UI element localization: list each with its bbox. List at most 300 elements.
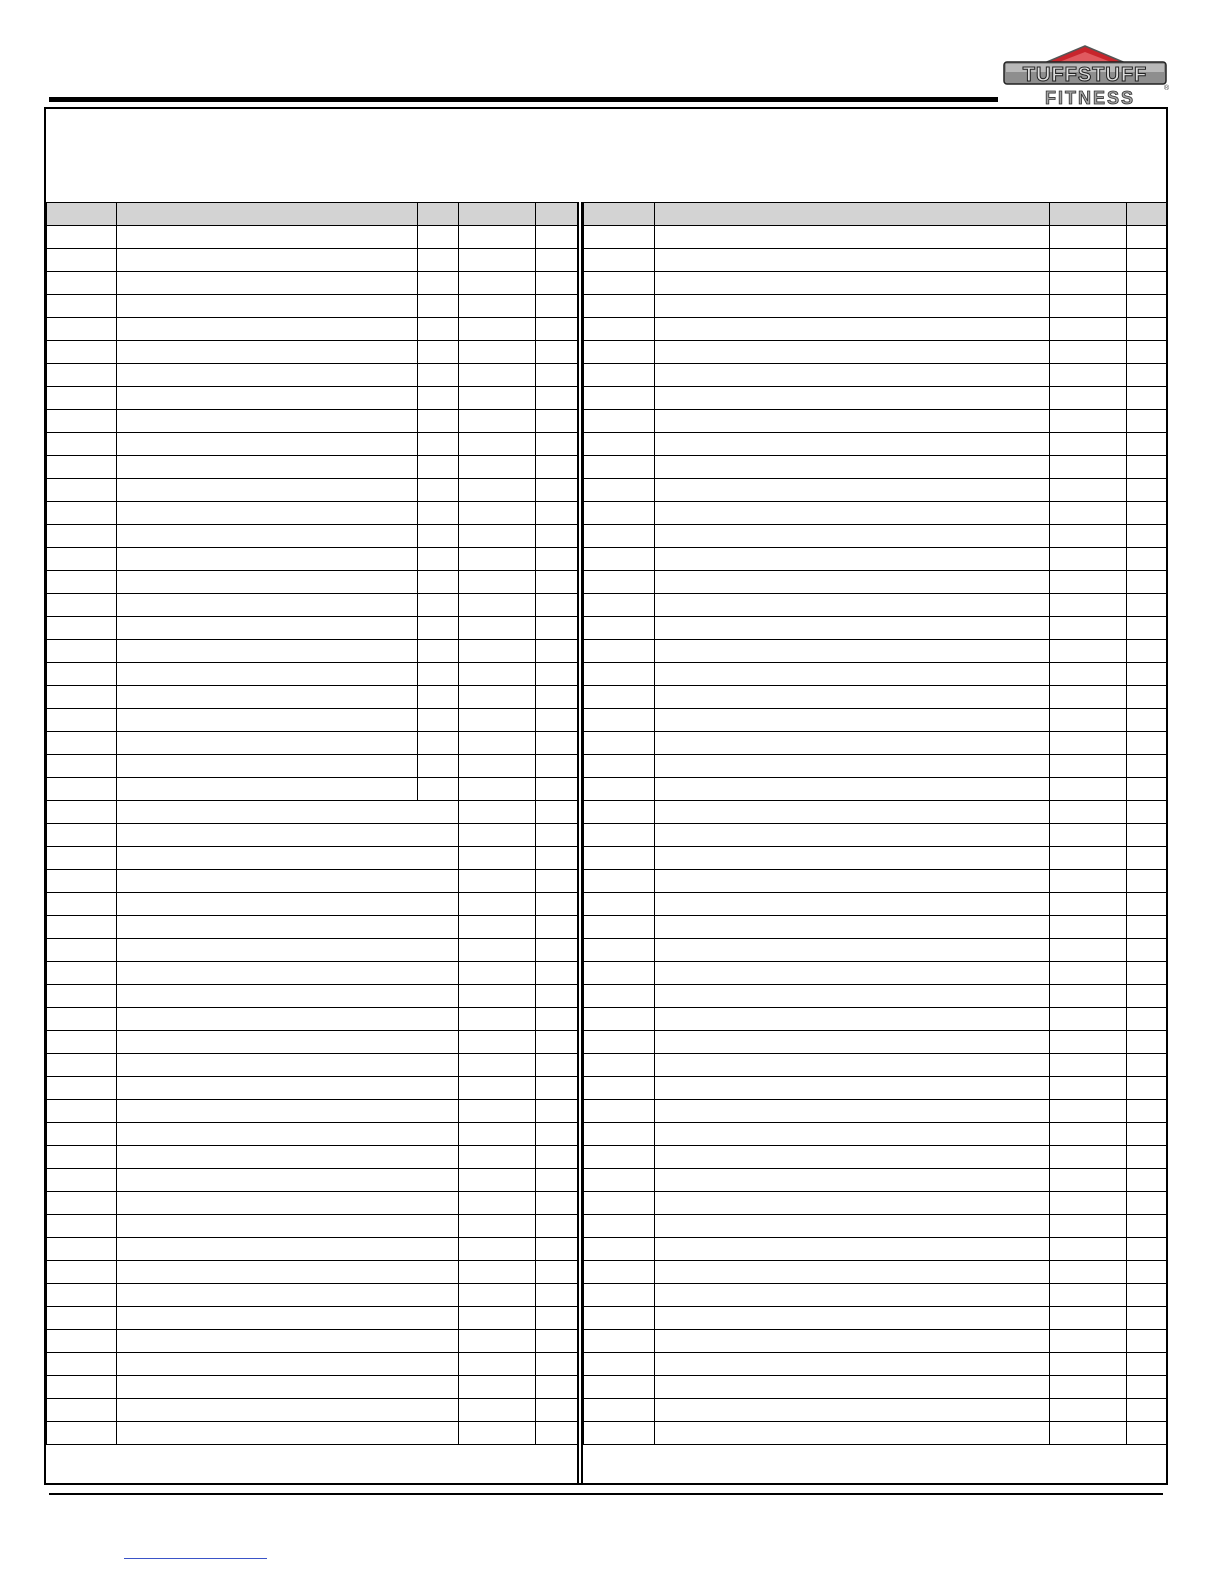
table-cell (117, 824, 459, 847)
table-cell (117, 502, 418, 525)
table-cell (655, 226, 1050, 249)
table-cell (117, 985, 459, 1008)
table-row (47, 709, 578, 732)
table-cell (47, 1031, 117, 1054)
table-cell (655, 433, 1050, 456)
table-cell (655, 1146, 1050, 1169)
table-row (47, 525, 578, 548)
table-cell (117, 732, 418, 755)
table-cell (655, 594, 1050, 617)
table-row (47, 893, 578, 916)
table-cell (1050, 525, 1127, 548)
table-cell (1050, 617, 1127, 640)
table-cell (117, 1100, 459, 1123)
table-row (584, 456, 1167, 479)
table-cell (1050, 1192, 1127, 1215)
table-cell (459, 617, 536, 640)
tuffstuff-fitness-logo (1000, 44, 1170, 110)
table-cell (536, 1238, 578, 1261)
table-cell (47, 824, 117, 847)
table-cell (117, 686, 418, 709)
table-cell (536, 571, 578, 594)
table-cell (536, 1123, 578, 1146)
table-cell (1127, 1100, 1167, 1123)
table-cell (536, 732, 578, 755)
table-cell (459, 1284, 536, 1307)
table-cell (655, 1238, 1050, 1261)
table-cell (536, 801, 578, 824)
table-cell (655, 479, 1050, 502)
table-row (584, 1422, 1167, 1445)
table-cell (536, 226, 578, 249)
table-cell (47, 1307, 117, 1330)
table-cell (1050, 709, 1127, 732)
table-cell (459, 778, 536, 801)
table-cell (117, 571, 418, 594)
table-cell (47, 594, 117, 617)
table-cell (536, 1284, 578, 1307)
table-cell (418, 594, 459, 617)
table-cell (418, 272, 459, 295)
footer-rule (49, 1493, 1163, 1495)
table-row (47, 1169, 578, 1192)
table-cell (1050, 571, 1127, 594)
table-cell (459, 571, 536, 594)
table-cell (418, 617, 459, 640)
table-row (584, 893, 1167, 916)
table-cell (1050, 847, 1127, 870)
table-row (584, 1353, 1167, 1376)
table-cell (1050, 1422, 1127, 1445)
header-cell (1050, 203, 1127, 226)
table-cell (584, 939, 655, 962)
table-cell (536, 847, 578, 870)
table-cell (584, 1376, 655, 1399)
table-cell (655, 387, 1050, 410)
table-cell (1050, 479, 1127, 502)
table-cell (47, 709, 117, 732)
table-cell (47, 1261, 117, 1284)
table-cell (584, 686, 655, 709)
table-cell (117, 1422, 459, 1445)
table-cell (584, 387, 655, 410)
table-cell (655, 364, 1050, 387)
table-cell (536, 1100, 578, 1123)
table-cell (418, 709, 459, 732)
table-cell (584, 1008, 655, 1031)
table-cell (418, 571, 459, 594)
table-cell (1050, 870, 1127, 893)
table-row (584, 640, 1167, 663)
table-cell (1127, 341, 1167, 364)
table-cell (47, 778, 117, 801)
table-cell (655, 985, 1050, 1008)
table-cell (584, 1238, 655, 1261)
table-cell (459, 249, 536, 272)
table-cell (584, 1261, 655, 1284)
table-cell (47, 1192, 117, 1215)
table-cell (1127, 295, 1167, 318)
table-row (584, 1376, 1167, 1399)
table-cell (1127, 1353, 1167, 1376)
table-cell (536, 1376, 578, 1399)
table-cell (584, 640, 655, 663)
table-cell (584, 295, 655, 318)
table-cell (459, 801, 536, 824)
table-cell (655, 640, 1050, 663)
table-cell (536, 318, 578, 341)
table-row (47, 755, 578, 778)
table-cell (459, 387, 536, 410)
table-cell (117, 410, 418, 433)
table-cell (1127, 1054, 1167, 1077)
table-cell (117, 1330, 459, 1353)
table-row (47, 1399, 578, 1422)
table-cell (1050, 364, 1127, 387)
table-cell (117, 295, 418, 318)
table-cell (584, 548, 655, 571)
table-cell (584, 525, 655, 548)
table-cell (418, 249, 459, 272)
table-cell (459, 295, 536, 318)
table-row (584, 870, 1167, 893)
table-cell (1127, 1192, 1167, 1215)
table-cell (117, 801, 459, 824)
table-row (584, 1399, 1167, 1422)
table-cell (459, 893, 536, 916)
table-row (584, 1100, 1167, 1123)
table-cell (536, 709, 578, 732)
table-cell (655, 1100, 1050, 1123)
table-cell (1050, 1077, 1127, 1100)
table-row (584, 801, 1167, 824)
table-cell (536, 663, 578, 686)
table-row (47, 456, 578, 479)
table-row (584, 1261, 1167, 1284)
table-row (584, 755, 1167, 778)
table-cell (47, 1077, 117, 1100)
table-cell (536, 594, 578, 617)
table-row (47, 272, 578, 295)
table-row (584, 272, 1167, 295)
table-row (47, 870, 578, 893)
table-header-row (47, 203, 578, 226)
table-row (584, 433, 1167, 456)
table-row (47, 663, 578, 686)
table-cell (655, 410, 1050, 433)
table-cell (584, 1330, 655, 1353)
table-row (47, 1422, 578, 1445)
table-cell (1050, 1307, 1127, 1330)
table-row (47, 502, 578, 525)
table-cell (655, 1422, 1050, 1445)
header-cell (584, 203, 655, 226)
table-row (47, 571, 578, 594)
table-cell (418, 732, 459, 755)
table-cell (459, 847, 536, 870)
table-cell (117, 318, 418, 341)
table-cell (47, 1146, 117, 1169)
table-cell (655, 341, 1050, 364)
table-cell (655, 663, 1050, 686)
header-cell (459, 203, 536, 226)
table-cell (1127, 226, 1167, 249)
table-cell (117, 1192, 459, 1215)
table-row (584, 985, 1167, 1008)
table-cell (655, 686, 1050, 709)
table-cell (1050, 226, 1127, 249)
table-cell (1050, 686, 1127, 709)
table-cell (47, 893, 117, 916)
table-cell (584, 617, 655, 640)
table-cell (459, 433, 536, 456)
table-cell (117, 1169, 459, 1192)
table-cell (655, 617, 1050, 640)
table-cell (47, 755, 117, 778)
table-cell (1127, 1238, 1167, 1261)
table-row (584, 962, 1167, 985)
table-cell (47, 249, 117, 272)
table-cell (655, 755, 1050, 778)
table-cell (47, 1008, 117, 1031)
table-cell (536, 1307, 578, 1330)
table-cell (536, 1169, 578, 1192)
table-cell (536, 686, 578, 709)
table-cell (1127, 1077, 1167, 1100)
table-cell (655, 295, 1050, 318)
table-cell (536, 755, 578, 778)
table-row (584, 1031, 1167, 1054)
table-row (584, 1008, 1167, 1031)
parts-list-frame (44, 107, 1168, 1485)
table-cell (584, 1422, 655, 1445)
table-cell (117, 1215, 459, 1238)
table-row (584, 571, 1167, 594)
table-cell (655, 571, 1050, 594)
table-cell (655, 1353, 1050, 1376)
table-cell (459, 1054, 536, 1077)
table-cell (1127, 1169, 1167, 1192)
table-cell (536, 1353, 578, 1376)
table-cell (47, 226, 117, 249)
table-cell (536, 1399, 578, 1422)
table-cell (1127, 249, 1167, 272)
table-cell (536, 1261, 578, 1284)
table-cell (1127, 272, 1167, 295)
table-cell (459, 456, 536, 479)
table-cell (584, 1054, 655, 1077)
table-cell (459, 1077, 536, 1100)
table-row (47, 1261, 578, 1284)
table-cell (117, 341, 418, 364)
table-cell (459, 525, 536, 548)
table-row (47, 1307, 578, 1330)
table-cell (584, 824, 655, 847)
table-cell (459, 962, 536, 985)
table-cell (459, 1261, 536, 1284)
table-cell (536, 824, 578, 847)
table-cell (1127, 663, 1167, 686)
table-cell (584, 272, 655, 295)
table-row (584, 1215, 1167, 1238)
table-cell (418, 410, 459, 433)
table-cell (1050, 962, 1127, 985)
table-cell (1050, 755, 1127, 778)
table-cell (1127, 1146, 1167, 1169)
table-cell (536, 1330, 578, 1353)
table-cell (655, 893, 1050, 916)
table-cell (584, 456, 655, 479)
table-cell (1050, 1169, 1127, 1192)
table-cell (1050, 249, 1127, 272)
table-cell (459, 1330, 536, 1353)
table-cell (536, 1008, 578, 1031)
table-cell (584, 1353, 655, 1376)
footer-link-underline[interactable] (124, 1558, 267, 1559)
table-cell (117, 1353, 459, 1376)
table-row (584, 479, 1167, 502)
table-row (47, 1077, 578, 1100)
table-cell (1050, 1215, 1127, 1238)
table-row (584, 594, 1167, 617)
table-cell (117, 916, 459, 939)
table-cell (418, 525, 459, 548)
table-row (47, 778, 578, 801)
table-cell (418, 318, 459, 341)
table-row (584, 249, 1167, 272)
header-cell (1127, 203, 1167, 226)
table-cell (418, 502, 459, 525)
table-cell (47, 1330, 117, 1353)
table-cell (459, 686, 536, 709)
table-cell (117, 640, 418, 663)
table-cell (584, 594, 655, 617)
table-cell (584, 1192, 655, 1215)
table-row (47, 1376, 578, 1399)
table-cell (47, 433, 117, 456)
table-cell (459, 939, 536, 962)
table-row (47, 479, 578, 502)
table-cell (1127, 755, 1167, 778)
table-cell (1127, 1123, 1167, 1146)
table-cell (1127, 893, 1167, 916)
table-cell (1127, 433, 1167, 456)
table-cell (584, 410, 655, 433)
table-cell (459, 1031, 536, 1054)
table-cell (47, 916, 117, 939)
table-cell (1127, 870, 1167, 893)
table-cell (1127, 318, 1167, 341)
table-cell (655, 456, 1050, 479)
table-cell (1050, 387, 1127, 410)
table-cell (584, 1169, 655, 1192)
table-cell (536, 456, 578, 479)
table-cell (1050, 456, 1127, 479)
table-cell (1050, 663, 1127, 686)
table-row (584, 364, 1167, 387)
table-cell (536, 1054, 578, 1077)
table-cell (459, 594, 536, 617)
table-cell (536, 916, 578, 939)
table-header-row (584, 203, 1167, 226)
table-cell (117, 479, 418, 502)
table-cell (655, 1307, 1050, 1330)
table-cell (1050, 893, 1127, 916)
table-cell (1050, 410, 1127, 433)
table-cell (418, 295, 459, 318)
table-cell (117, 893, 459, 916)
table-cell (536, 1077, 578, 1100)
table-row (584, 1077, 1167, 1100)
table-cell (655, 962, 1050, 985)
table-row (584, 1054, 1167, 1077)
table-cell (536, 410, 578, 433)
table-cell (536, 962, 578, 985)
table-row (584, 663, 1167, 686)
table-cell (655, 1284, 1050, 1307)
table-cell (1050, 778, 1127, 801)
table-row (47, 410, 578, 433)
table-cell (655, 939, 1050, 962)
table-cell (655, 916, 1050, 939)
table-cell (117, 1399, 459, 1422)
table-cell (655, 1376, 1050, 1399)
table-cell (47, 364, 117, 387)
table-cell (655, 249, 1050, 272)
table-cell (1127, 824, 1167, 847)
table-cell (1127, 709, 1167, 732)
table-cell (536, 364, 578, 387)
table-cell (47, 962, 117, 985)
table-cell (47, 548, 117, 571)
table-cell (536, 1215, 578, 1238)
table-cell (1127, 1215, 1167, 1238)
table-cell (47, 1422, 117, 1445)
table-cell (1050, 318, 1127, 341)
table-cell (1127, 640, 1167, 663)
table-cell (536, 295, 578, 318)
table-cell (1050, 1031, 1127, 1054)
table-row (47, 1100, 578, 1123)
table-cell (655, 1261, 1050, 1284)
table-cell (459, 364, 536, 387)
table-cell (1127, 939, 1167, 962)
table-cell (655, 525, 1050, 548)
table-cell (418, 755, 459, 778)
table-cell (536, 1146, 578, 1169)
table-cell (459, 479, 536, 502)
table-cell (1127, 456, 1167, 479)
logo-wordmark: TUFFSTUFF (1022, 64, 1148, 86)
table-cell (418, 686, 459, 709)
table-cell (1127, 617, 1167, 640)
table-cell (1050, 824, 1127, 847)
table-cell (536, 893, 578, 916)
table-cell (584, 1215, 655, 1238)
table-cell (584, 226, 655, 249)
table-cell (1127, 916, 1167, 939)
table-cell (1127, 364, 1167, 387)
table-cell (584, 249, 655, 272)
table-cell (47, 456, 117, 479)
table-cell (1050, 594, 1127, 617)
table-cell (536, 617, 578, 640)
table-cell (117, 755, 418, 778)
table-cell (1050, 272, 1127, 295)
table-row (47, 1330, 578, 1353)
table-cell (117, 1238, 459, 1261)
table-cell (584, 870, 655, 893)
